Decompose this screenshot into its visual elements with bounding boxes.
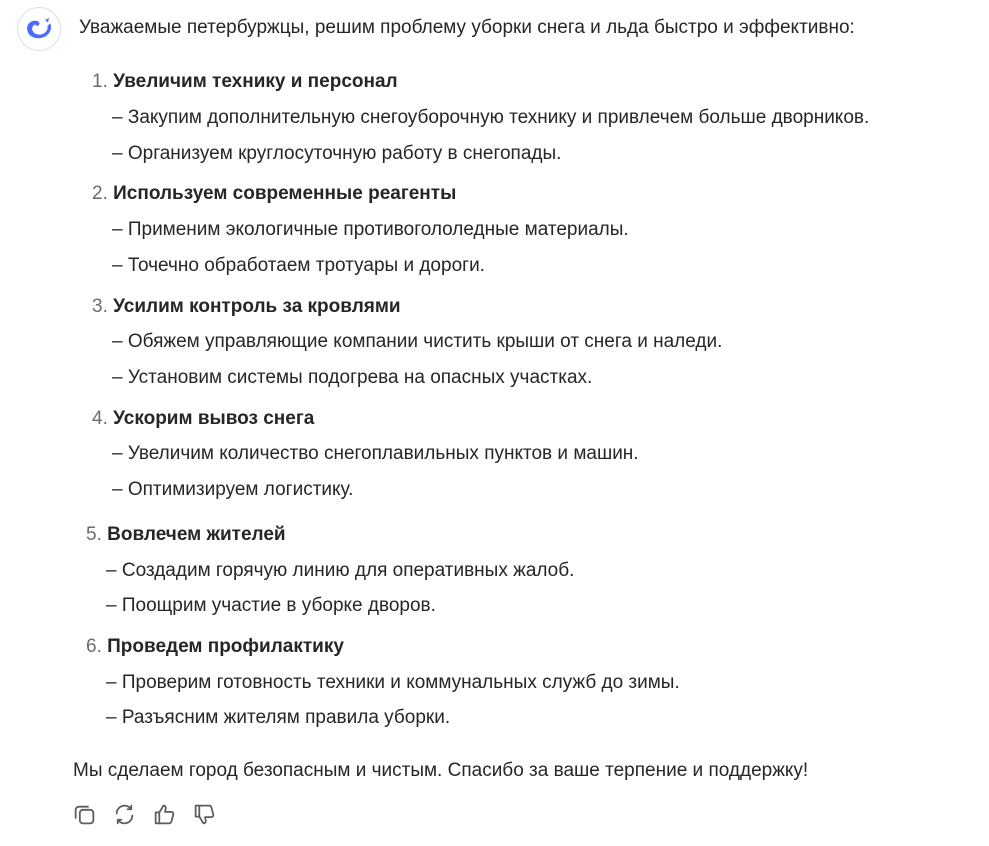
- list-item-point: – Проверим готовность техники и коммунальных служб до зимы.: [106, 672, 680, 693]
- list-item-heading: Увеличим технику и персонал: [113, 71, 398, 92]
- dislike-button[interactable]: [191, 801, 218, 828]
- like-button[interactable]: [151, 801, 178, 828]
- list-item-heading: Ускорим вывоз снега: [113, 408, 315, 429]
- list-item-point: – Точечно обработаем тротуары и дороги.: [112, 255, 485, 276]
- list-item-point: – Обяжем управляющие компании чистить крыши от снега и наледи.: [112, 331, 723, 352]
- list-item-heading: Усилим контроль за кровлями: [113, 296, 401, 317]
- list-item-number: 5.: [86, 524, 102, 545]
- list-item-number: 3.: [92, 296, 108, 317]
- copy-icon: [72, 802, 97, 827]
- list-item-point: – Организуем круглосуточную работу в снегопады.: [112, 143, 562, 164]
- message-intro: Уважаемые петербуржцы, решим проблему уборки снега и льда быстро и эффективно:: [79, 17, 855, 38]
- thumbs-up-icon: [152, 802, 177, 827]
- list-item-point: – Поощрим участие в уборке дворов.: [106, 595, 436, 616]
- list-item-title: [86, 523, 286, 547]
- list-item-number: 2.: [92, 183, 108, 204]
- list-item-title: [92, 70, 398, 94]
- list-item-point: – Разъясним жителям правила уборки.: [106, 707, 451, 728]
- list-item-heading: Вовлечем жителей: [107, 524, 286, 545]
- message-outro: Мы сделаем город безопасным и чистым. Спасибо за ваше терпение и поддержку!: [73, 760, 809, 781]
- message-actions: [71, 801, 218, 828]
- list-item-point: – Применим экологичные противогололедные материалы.: [112, 219, 629, 240]
- list-item-point: – Увеличим количество снегоплавильных пунктов и машин.: [112, 443, 639, 464]
- list-item-title: [86, 635, 344, 659]
- regenerate-button[interactable]: [111, 801, 138, 828]
- list-item-title: [92, 295, 401, 319]
- list-item-point: – Закупим дополнительную снегоуборочную технику и привлечем больше дворников.: [112, 107, 870, 128]
- thumbs-down-icon: [192, 802, 217, 827]
- list-item-title: [92, 182, 456, 206]
- regenerate-icon: [112, 802, 137, 827]
- list-item-number: 6.: [86, 636, 102, 657]
- list-item-title: [92, 407, 314, 431]
- list-item-point: – Создадим горячую линию для оперативных жалоб.: [106, 560, 575, 581]
- list-item-number: 1.: [92, 71, 108, 92]
- list-item-heading: Используем современные реагенты: [113, 183, 457, 204]
- assistant-avatar: [17, 7, 61, 51]
- list-item-point: – Установим системы подогрева на опасных участках.: [112, 367, 593, 388]
- list-item-point: – Оптимизируем логистику.: [112, 479, 354, 500]
- copy-button[interactable]: [71, 801, 98, 828]
- list-item-heading: Проведем профилактику: [107, 636, 344, 657]
- list-item-number: 4.: [92, 408, 108, 429]
- deepseek-whale-logo-icon: [24, 14, 54, 44]
